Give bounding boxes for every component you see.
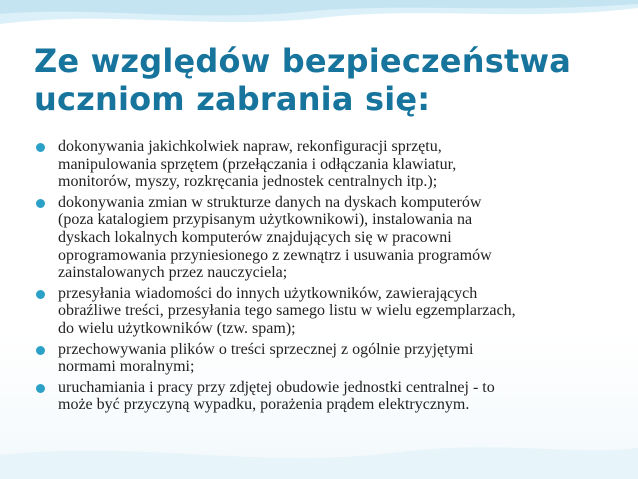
bullet-item — [36, 341, 616, 376]
bullet-text-line: może być przyczyną wypadku, porażenia prądem elektrycznym. — [58, 396, 470, 414]
bullet-text-line: przesyłania wiadomości do innych użytkowników, zawierających — [58, 284, 478, 302]
bullet-item — [36, 285, 616, 338]
bullet-dot-icon — [36, 199, 45, 208]
bullet-text-line: uruchamiania i pracy przy zdjętej obudowie jednostki centralnej - to — [58, 378, 495, 396]
bullet-item — [36, 138, 616, 191]
bullet-dot-icon — [36, 384, 45, 393]
slide-title — [34, 42, 614, 118]
bullet-text-line: dokonywania jakichkolwiek napraw, rekonfiguracji sprzętu, — [58, 138, 442, 155]
bullet-dot-icon — [36, 290, 45, 299]
slide-title-line-2: uczniom zabrania się: — [34, 80, 431, 118]
bullet-text-line: zainstalowanych przez nauczyciela; — [58, 264, 288, 282]
bullet-text-line: (poza katalogiem przypisanym użytkownikowi), instalowania na — [58, 211, 473, 229]
bullet-item — [36, 194, 616, 282]
bullet-text-line: monitorów, myszy, rozkręcania jednostek centralnych itp.); — [58, 173, 438, 191]
bullet-text-line: przechowywania plików o treści sprzecznej z ogólnie przyjętymi — [58, 340, 474, 358]
bullet-text-line: do wielu użytkowników (tzw. spam); — [58, 319, 296, 337]
bullet-text-line: normami moralnymi; — [58, 358, 195, 376]
bullet-text-line: dyskach lokalnych komputerów znajdujących się w pracowni — [58, 228, 452, 246]
bullet-list — [36, 138, 616, 417]
bullet-text-line: manipulowania sprzętem (przełączania i odłączania klawiatur, — [58, 155, 457, 173]
bullet-text-line: oprogramowania przyniesionego z zewnątrz i usuwania programów — [58, 246, 492, 264]
bullet-dot-icon — [36, 143, 45, 152]
bullet-text-line: dokonywania zmian w strukturze danych na dyskach komputerów — [58, 193, 482, 211]
bullet-text-line: obraźliwe treści, przesyłania tego samego listu w wielu egzemplarzach, — [58, 302, 516, 320]
slide-title-line-1: Ze względów bezpieczeństwa — [34, 42, 571, 80]
bullet-item — [36, 379, 616, 414]
bullet-dot-icon — [36, 346, 45, 355]
